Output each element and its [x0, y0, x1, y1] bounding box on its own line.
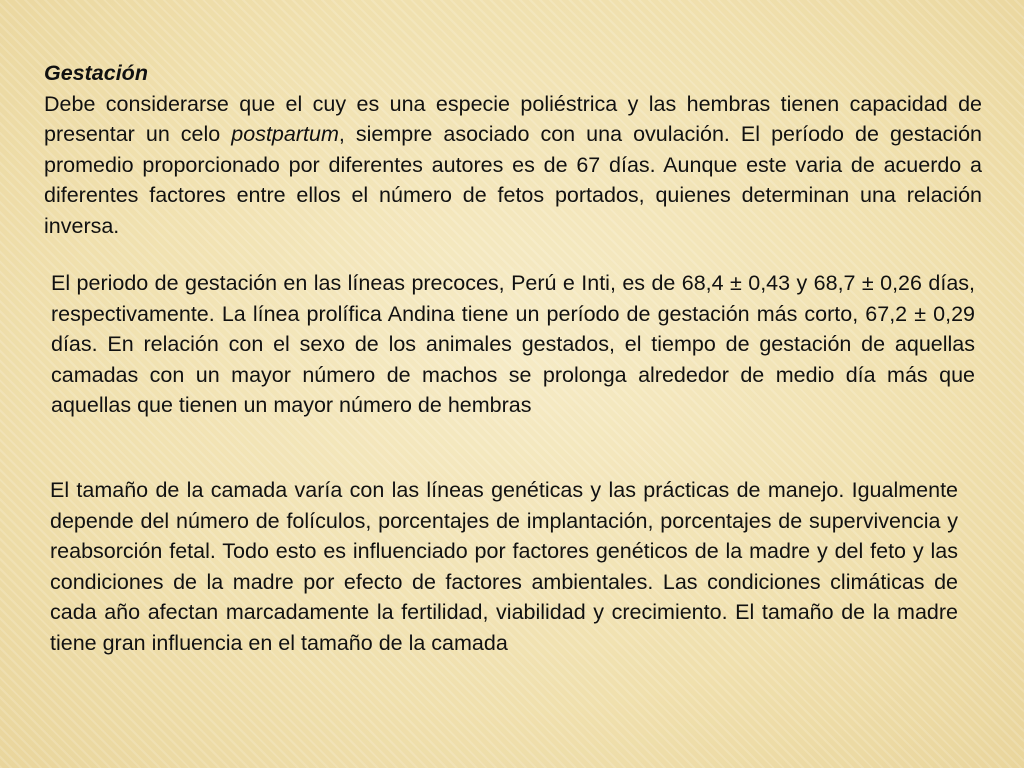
paragraph-gestation-lines: El periodo de gestación en las líneas precoces, Perú e Inti, es de 68,4 ± 0,43 y 68,7 ± 0,26 días, respectivamente. La línea prolífica Andina tiene un período de gestación más corto, 67,2 ± 0,29 días. En relación con el sexo de los animales gestados, el tiempo de gestación de aquellas camadas con un mayor número de machos se prolonga alrededor de medio día más que aquellas que tienen un mayor número de hembras: [51, 271, 975, 417]
paragraph-gestation-intro: [44, 89, 982, 242]
paragraph-1-part-b: , siempre asociado con una ovulación. El período de gestación promedio proporcionado por diferentes autores es de 67 días. Aunque este varia de acuerdo a diferentes factores entre ellos el número de fetos portados, quienes determinan una relación inversa.: [44, 122, 982, 238]
text-block-gestation-lines: [51, 268, 975, 421]
text-block-litter-size: [50, 475, 958, 658]
section-heading: Gestación: [44, 61, 148, 85]
paragraph-litter-size: El tamaño de la camada varía con las líneas genéticas y las prácticas de manejo. Igualmente depende del número de folículos, porcentajes de implantación, porcentajes de supervivencia y reabsorción fetal. Todo esto es influenciado por factores genéticos de la madre y del feto y las condiciones de la madre por efecto de factores ambientales. Las condiciones climáticas de cada año afectan marcadamente la fertilidad, viabilidad y crecimiento. El tamaño de la madre tiene gran influencia en el tamaño de la camada: [50, 478, 958, 655]
paragraph-1-part-a: Debe considerarse que el cuy es una especie poliéstrica y las hembras tienen capacidad de presentar un celo: [44, 91, 982, 146]
paragraph-1-italic-term: postpartum: [231, 122, 339, 146]
text-block-gestation-intro: [44, 58, 982, 241]
